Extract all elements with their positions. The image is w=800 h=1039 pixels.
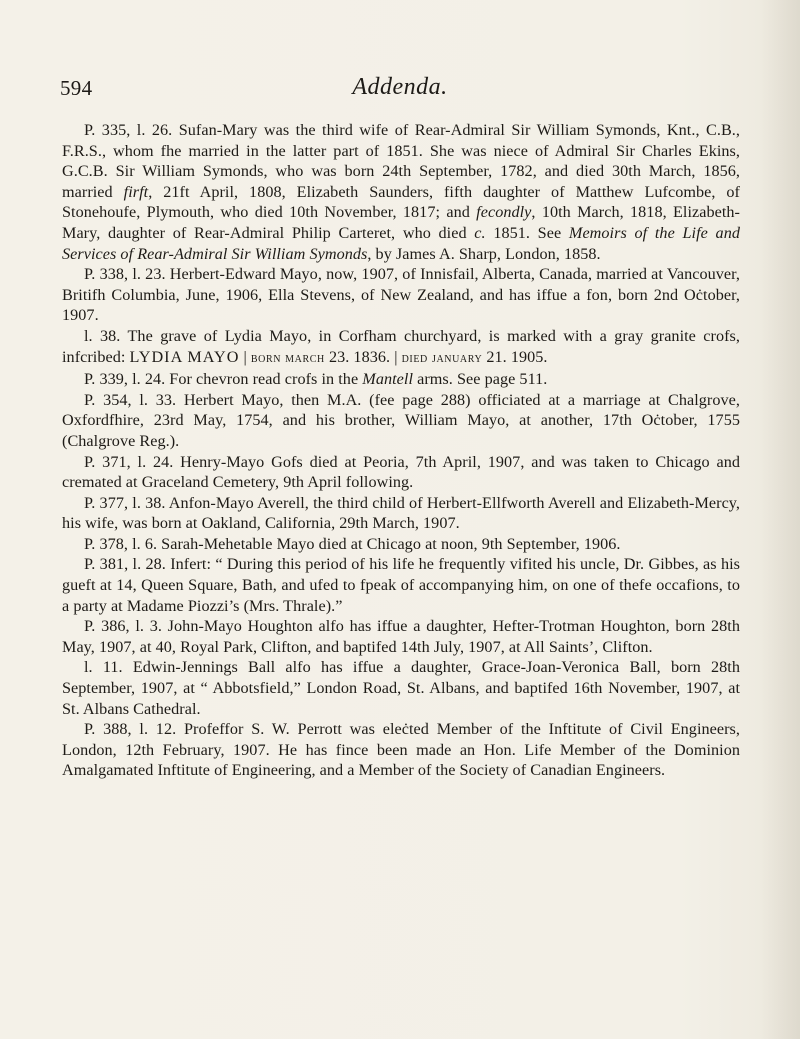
entry-text: arms. See page 511. bbox=[413, 370, 548, 389]
addenda-entry-p335 bbox=[62, 120, 740, 264]
entry-text: P. 338, l. 23. Herbert-Edward Mayo, now, 1907, of Innisfail, Alberta, Canada, married at Vancouver, Britifh Columbia, June, 1906, Ella Stevens, of New Zealand, and has iffue a fon, born 2nd Oċtober, 1907. bbox=[62, 265, 740, 325]
page-number: 594 bbox=[60, 76, 93, 100]
entry-text: P. 386, l. 3. John-Mayo Houghton alfo has iffue a daughter, Hefter-Trotman Houghton, born 28th May, 1907, at 40, Royal Park, Clifton, and baptifed 14th July, 1907, at All Saints’, Clifton. bbox=[62, 617, 740, 656]
entry-text: P. 381, l. 28. Infert: “ During this period of his life he frequently vifited his uncle, Dr. Gibbes, as his gueft at 14, Queen Square, Bath, and ufed to fpeak of accompanying him, on one of thefe occafions, to a party at Madame Piozzi’s (Mrs. Thrale).” bbox=[62, 555, 740, 615]
italic-text: firft bbox=[123, 182, 149, 201]
small-caps-text: born march bbox=[250, 350, 325, 366]
entry-text: 23. 1836. | bbox=[324, 347, 402, 366]
italic-text: c. bbox=[474, 223, 486, 242]
entry-text: P. 388, l. 12. Profeffor S. W. Perrott was eleċted Member of the Inftitute of Civil Engineers, London, 12th February, 1907. He has fince been made an Hon. Life Member of the Dominion Amalgamated Inftitute of Engineering, and a Member of the Society of Canadian Engineers. bbox=[62, 720, 740, 780]
entry-text: | bbox=[239, 347, 251, 366]
addenda-entries bbox=[62, 120, 740, 781]
addenda-entry-p338 bbox=[62, 264, 740, 326]
entry-text: l. 11. Edwin-Jennings Ball alfo has iffue a daughter, Grace-Joan-Veronica Ball, born 28th September, 1907, at “ Abbotsfield,” London Road, St. Albans, and baptifed 16th November, 1907, at St. Albans Cathedral. bbox=[62, 658, 740, 718]
addenda-entry-p386b bbox=[62, 657, 740, 719]
addenda-entry-p386 bbox=[62, 616, 740, 657]
page-header bbox=[60, 76, 740, 106]
entry-text: , by James A. Sharp, London, 1858. bbox=[367, 244, 601, 263]
page-edge-shadow bbox=[760, 0, 800, 1039]
entry-text: P. 378, l. 6. Sarah-Mehetable Mayo died at Chicago at noon, 9th September, 1906. bbox=[84, 534, 621, 553]
addenda-entry-p381 bbox=[62, 554, 740, 616]
entry-text: P. 354, l. 33. Herbert Mayo, then M.A. (fee page 288) officiated at a marriage at Chalgrove, Oxfordfhire, 23rd May, 1754, and his brother, William Mayo, at another, 17th Oċtober, 1755 (Chalgrove Reg.). bbox=[62, 390, 740, 450]
entry-text: 1851. See bbox=[485, 223, 569, 242]
addenda-entry-p377 bbox=[62, 493, 740, 534]
entry-text: P. 339, l. 24. For chevron read crofs in the bbox=[84, 370, 363, 389]
addenda-entry-p338b bbox=[62, 326, 740, 369]
entry-text: 21. 1905. bbox=[482, 347, 548, 366]
entry-text: , 21ft April, 1808, Elizabeth Saunders, fifth daughter of Matthew Lufcombe, of Stonehoufe, Plymouth, who died 10th November, 1817; and bbox=[62, 182, 740, 222]
addenda-entry-p354 bbox=[62, 390, 740, 452]
entry-text: , 10th March, 1818, Elizabeth-Mary, daughter of Rear-Admiral Philip Carteret, who died bbox=[62, 203, 741, 242]
small-caps-text: died january bbox=[401, 350, 483, 366]
addenda-entry-p378 bbox=[62, 534, 740, 555]
italic-text: fecondly bbox=[476, 203, 532, 222]
running-head: Addenda. bbox=[352, 74, 448, 100]
italic-text: Memoirs of the Life and Services of Rear-Admiral Sir William Symonds bbox=[62, 223, 740, 263]
entry-text: P. 371, l. 24. Henry-Mayo Gofs died at Peoria, 7th April, 1907, and was taken to Chicago and cremated at Graceland Cemetery, 9th April following. bbox=[62, 452, 740, 492]
addenda-entry-p339 bbox=[62, 369, 740, 390]
addenda-entry-p388 bbox=[62, 719, 740, 781]
entry-text: P. 335, l. 26. Sufan-Mary was the third wife of Rear-Admiral Sir William Symonds, Knt., C.B., F.R.S., whom fhe married in the latter part of 1851. She was niece of Admiral Sir Charles Ekins, G.C.B. Sir William Symonds, who was born 24th September, 1782, and died 30th March, 1856, married bbox=[62, 121, 740, 201]
entry-text: l. 38. The grave of Lydia Mayo, in Corfham churchyard, is marked with a gray granite crofs, infcribed: bbox=[62, 326, 740, 366]
entry-text: P. 377, l. 38. Anfon-Mayo Averell, the third child of Herbert-Ellfworth Averell and Elizabeth-Mercy, his wife, was born at Oakland, California, 29th March, 1907. bbox=[62, 493, 740, 533]
inscription-text: LYDIA MAYO bbox=[129, 347, 240, 366]
italic-text: Mantell bbox=[362, 370, 413, 389]
addenda-entry-p371 bbox=[62, 452, 740, 493]
